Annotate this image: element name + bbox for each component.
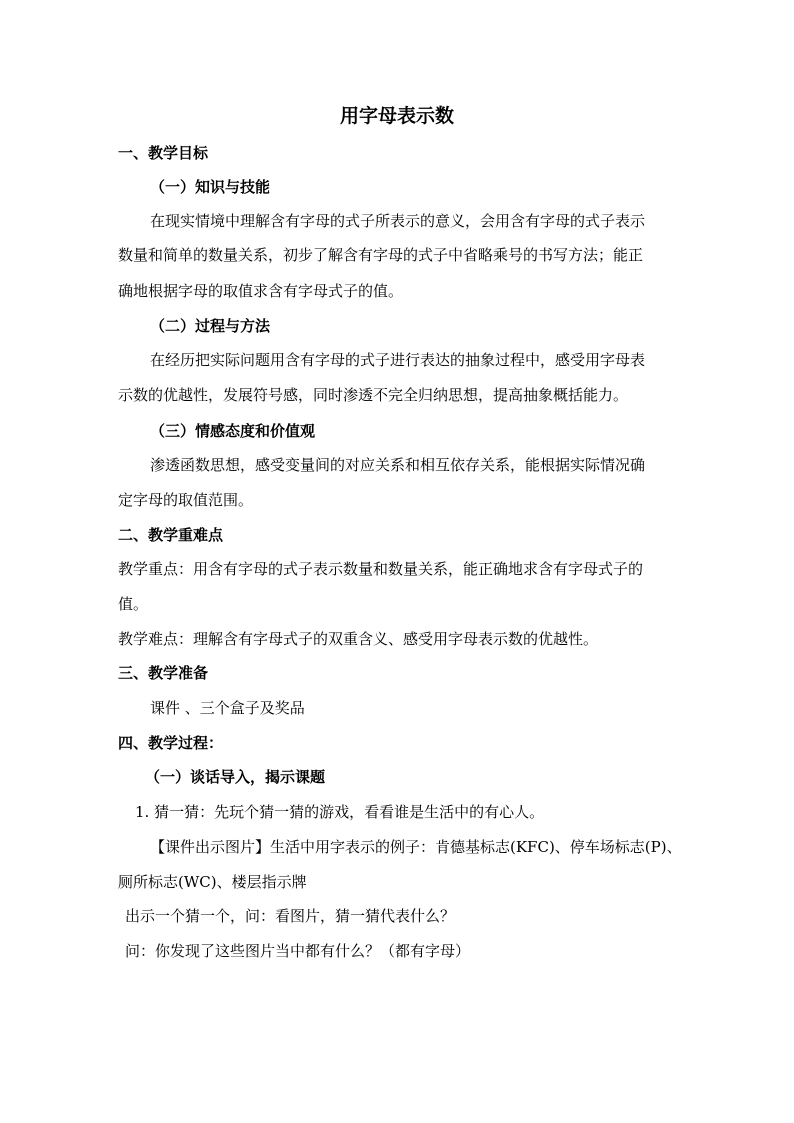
section-heading-preparation: 三、教学准备 bbox=[118, 664, 209, 682]
paragraph-line: 值。 bbox=[118, 595, 149, 613]
section-heading-key-points: 二、教学重难点 bbox=[118, 526, 224, 544]
subheading-knowledge-skills: （一）知识与技能 bbox=[150, 178, 271, 196]
paragraph-line: 【课件出示图片】生活中用字表示的例子：肯德基标志(KFC)、停车场标志(P)、 bbox=[150, 838, 682, 856]
paragraph-line: 示数的优越性，发展符号感，同时渗透不完全归纳思想，提高抽象概括能力。 bbox=[118, 386, 629, 404]
list-item: 1. 猜一猜：先玩个猜一猜的游戏，看看谁是生活中的有心人。 bbox=[135, 803, 545, 821]
paragraph-line: 问：你发现了这些图片当中都有什么？（都有字母） bbox=[125, 942, 471, 960]
paragraph-line: 在现实情境中理解含有字母的式子所表示的意义，会用含有字母的式子表示 bbox=[150, 212, 646, 230]
paragraph-line: 课件 、三个盒子及奖品 bbox=[150, 699, 305, 717]
paragraph-line: 在经历把实际问题用含有字母的式子进行表达的抽象过程中，感受用字母表 bbox=[150, 351, 646, 369]
section-heading-objectives: 一、教学目标 bbox=[118, 144, 209, 162]
paragraph-line: 渗透函数思想，感受变量间的对应关系和相互依存关系，能根据实际情况确 bbox=[150, 456, 646, 474]
paragraph-line: 出示一个猜一个，问：看图片，猜一猜代表什么？ bbox=[125, 907, 456, 925]
paragraph-line: 教学重点：用含有字母的式子表示数量和数量关系，能正确地求含有字母式子的 bbox=[118, 560, 644, 578]
section-heading-process: 四、教学过程： bbox=[118, 734, 224, 752]
paragraph-line: 定字母的取值范围。 bbox=[118, 491, 254, 509]
subheading-process-methods: （二）过程与方法 bbox=[150, 317, 271, 335]
document-title: 用字母表示数 bbox=[339, 105, 454, 127]
subheading-introduction: （一）谈话导入，揭示课题 bbox=[145, 768, 326, 786]
subheading-attitudes-values: （三）情感态度和价值观 bbox=[150, 422, 316, 440]
paragraph-line: 数量和简单的数量关系，初步了解含有字母的式子中省略乘号的书写方法；能正 bbox=[118, 246, 644, 264]
paragraph-line: 教学难点：理解含有字母式子的双重含义、感受用字母表示数的优越性。 bbox=[118, 630, 599, 648]
paragraph-line: 厕所标志(WC)、楼层指示牌 bbox=[118, 873, 307, 891]
paragraph-line: 确地根据字母的取值求含有字母式子的值。 bbox=[118, 282, 404, 300]
